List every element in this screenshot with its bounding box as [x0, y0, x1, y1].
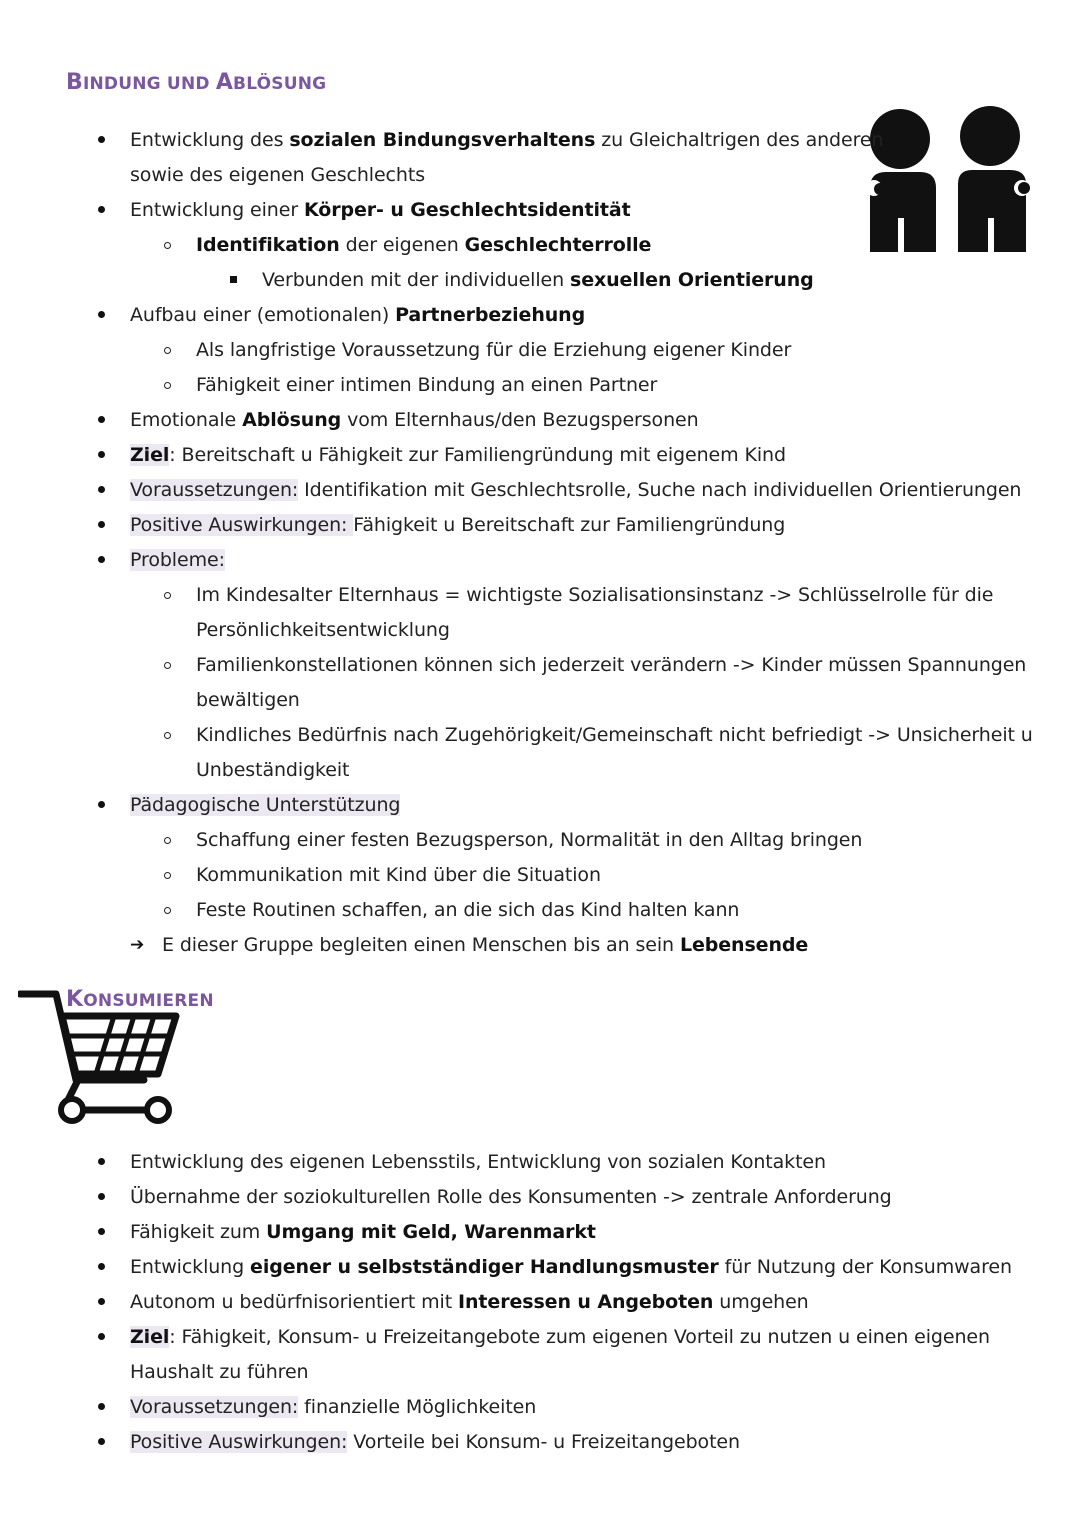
sub-list-item: Als langfristige Voraussetzung für die Erziehung eigener Kinder: [196, 339, 792, 361]
sub-list-item-continuation: bewältigen: [196, 689, 300, 711]
bullet: [98, 801, 105, 808]
bullet: [98, 311, 105, 318]
list-item: Fähigkeit zum Umgang mit Geld, Warenmarkt: [130, 1221, 596, 1243]
list-item: Übernahme der soziokulturellen Rolle des Konsumenten -> zentrale Anforderung: [130, 1186, 892, 1208]
sub-bullet: [164, 347, 171, 354]
bullet: [98, 1263, 105, 1270]
sub-list-item-continuation: Persönlichkeitsentwicklung: [196, 619, 450, 641]
sub-sub-list-item: Verbunden mit der individuellen sexuellen Orientierung: [262, 269, 814, 291]
list-item-continuation: sowie des eigenen Geschlechts: [130, 164, 425, 186]
bullet: [98, 556, 105, 563]
list-item: Aufbau einer (emotionalen) Partnerbeziehung: [130, 304, 586, 326]
sub-list-item: Fähigkeit einer intimen Bindung an einen Partner: [196, 374, 658, 396]
bullet: [98, 1298, 105, 1305]
list-item: Ziel: Bereitschaft u Fähigkeit zur Familiengründung mit eigenem Kind: [130, 444, 786, 466]
bullet: [98, 1228, 105, 1235]
bullet: [98, 1333, 105, 1340]
conclusion-line: E dieser Gruppe begleiten einen Menschen bis an sein Lebensende: [162, 934, 809, 956]
heading-bindung-und-abloesung: BINDUNG UND ABLÖSUNG: [66, 70, 327, 95]
list-item: Entwicklung einer Körper- u Geschlechtsidentität: [130, 199, 631, 221]
list-item: Entwicklung des eigenen Lebensstils, Entwicklung von sozialen Kontakten: [130, 1151, 826, 1173]
sub-bullet: [164, 592, 171, 599]
bullet: [98, 486, 105, 493]
bullet: [98, 1438, 105, 1445]
sub-list-item: Identifikation der eigenen Geschlechterrolle: [196, 234, 652, 256]
bullet: [98, 206, 105, 213]
list-item: Voraussetzungen: Identifikation mit Geschlechtsrolle, Suche nach individuellen Orientierungen: [130, 479, 1022, 501]
sub-bullet: [164, 662, 171, 669]
sub-list-item: Feste Routinen schaffen, an die sich das Kind halten kann: [196, 899, 740, 921]
list-item: Positive Auswirkungen: Fähigkeit u Bereitschaft zur Familiengründung: [130, 514, 786, 536]
list-item: Ziel: Fähigkeit, Konsum- u Freizeitangebote zum eigenen Vorteil zu nutzen u einen eigenen: [130, 1326, 990, 1348]
sub-list-item: Familienkonstellationen können sich jederzeit verändern -> Kinder müssen Spannungen: [196, 654, 1027, 676]
list-item: Voraussetzungen: finanzielle Möglichkeiten: [130, 1396, 537, 1418]
bullet: [98, 1193, 105, 1200]
bullet: [98, 1158, 105, 1165]
bullet: [98, 521, 105, 528]
list-item-continuation: Haushalt zu führen: [130, 1361, 309, 1383]
list-item: Emotionale Ablösung vom Elternhaus/den Bezugspersonen: [130, 409, 699, 431]
bullet: [98, 416, 105, 423]
sub-list-item: Kindliches Bedürfnis nach Zugehörigkeit/Gemeinschaft nicht befriedigt -> Unsicherheit u: [196, 724, 1033, 746]
sub-bullet: [164, 382, 171, 389]
sub-list-item-continuation: Unbeständigkeit: [196, 759, 350, 781]
sub-bullet: [164, 732, 171, 739]
sub-bullet: [164, 837, 171, 844]
sub-sub-bullet: [230, 276, 237, 283]
list-item: Entwicklung des sozialen Bindungsverhaltens zu Gleichaltrigen des anderen: [130, 129, 884, 151]
list-item: Probleme:: [130, 549, 225, 571]
list-item: Positive Auswirkungen: Vorteile bei Konsum- u Freizeitangeboten: [130, 1431, 740, 1453]
sub-list-item: Schaffung einer festen Bezugsperson, Normalität in den Alltag bringen: [196, 829, 863, 851]
sub-list-item: Kommunikation mit Kind über die Situation: [196, 864, 601, 886]
bullet: [98, 451, 105, 458]
arrow-right-icon: ➔: [130, 935, 145, 955]
sub-list-item: Im Kindesalter Elternhaus = wichtigste Sozialisationsinstanz -> Schlüsselrolle für die: [196, 584, 994, 606]
list-item: Pädagogische Unterstützung: [130, 794, 401, 816]
list-item: Entwicklung eigener u selbstständiger Handlungsmuster für Nutzung der Konsumwaren: [130, 1256, 1012, 1278]
people-icon: [862, 106, 1036, 252]
list-item: Autonom u bedürfnisorientiert mit Interessen u Angeboten umgehen: [130, 1291, 809, 1313]
sub-bullet: [164, 242, 171, 249]
bullet: [98, 1403, 105, 1410]
sub-bullet: [164, 907, 171, 914]
sub-bullet: [164, 872, 171, 879]
heading-konsumieren: KONSUMIEREN: [66, 987, 214, 1012]
bullet: [98, 136, 105, 143]
